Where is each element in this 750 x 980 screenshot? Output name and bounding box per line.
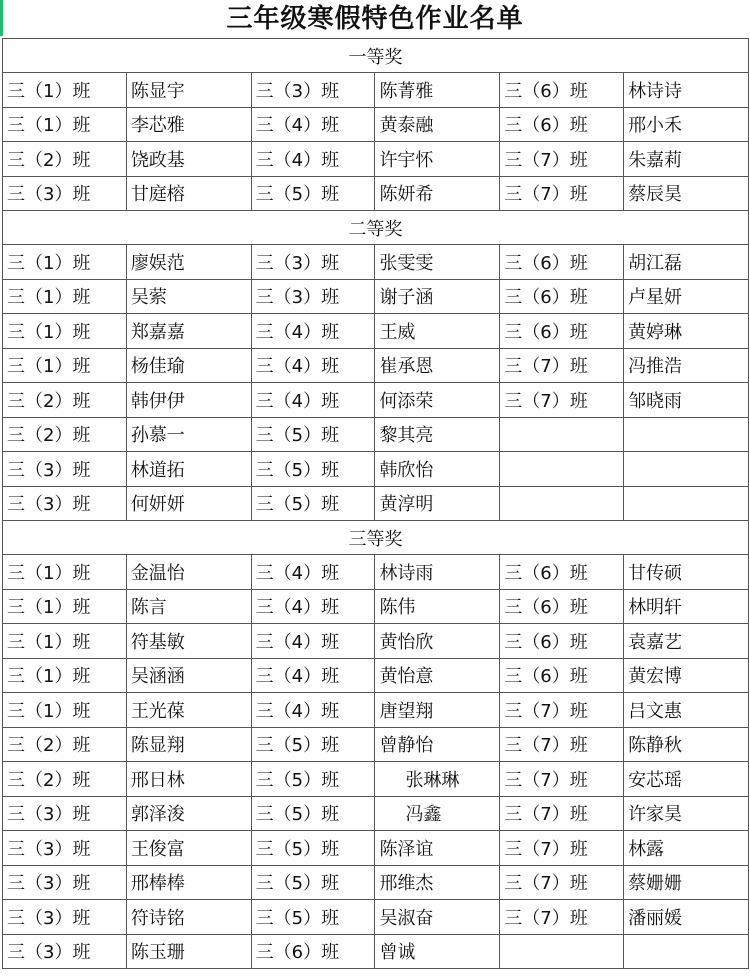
- class-cell: 三（5）班: [251, 452, 375, 487]
- table-row: [3, 107, 749, 142]
- student-name-cell: 饶政基: [126, 142, 251, 177]
- class-cell: 三（5）班: [251, 486, 375, 521]
- table-row: [3, 142, 749, 177]
- student-name-cell: 陈伟: [375, 589, 500, 624]
- student-name-cell: 邢小禾: [624, 107, 749, 142]
- student-name-cell: 蔡姗姗: [624, 865, 749, 900]
- student-name-cell: 吕文惠: [624, 693, 749, 728]
- table-row: [3, 727, 749, 762]
- class-cell: 三（6）班: [500, 107, 624, 142]
- student-name-cell: 郭泽浚: [126, 796, 251, 831]
- student-name-cell: 曾诚: [375, 934, 500, 969]
- class-cell: 三（4）班: [251, 658, 375, 693]
- student-name-cell: [624, 934, 749, 969]
- class-cell: 三（2）班: [3, 417, 127, 452]
- table-row: [3, 417, 749, 452]
- award-table: [2, 38, 749, 969]
- class-cell: [500, 417, 624, 452]
- student-name-cell: 张琳琳: [375, 762, 500, 797]
- student-name-cell: 安芯瑶: [624, 762, 749, 797]
- student-name-cell: 黄淳明: [375, 486, 500, 521]
- student-name-cell: 陈泽谊: [375, 831, 500, 866]
- student-name-cell: 黄宏博: [624, 658, 749, 693]
- class-cell: 三（7）班: [500, 693, 624, 728]
- class-cell: 三（3）班: [251, 245, 375, 280]
- section-header-row: [3, 521, 749, 555]
- student-name-cell: [624, 452, 749, 487]
- class-cell: 三（4）班: [251, 693, 375, 728]
- class-cell: 三（1）班: [3, 73, 127, 108]
- student-name-cell: 黎其亮: [375, 417, 500, 452]
- class-cell: 三（5）班: [251, 831, 375, 866]
- page-title: 三年级寒假特色作业名单: [226, 4, 524, 34]
- student-name-cell: 朱嘉莉: [624, 142, 749, 177]
- class-cell: 三（1）班: [3, 555, 127, 590]
- class-cell: 三（2）班: [3, 142, 127, 177]
- table-row: [3, 555, 749, 590]
- class-cell: 三（1）班: [3, 314, 127, 349]
- class-cell: 三（7）班: [500, 383, 624, 418]
- student-name-cell: 袁嘉艺: [624, 624, 749, 659]
- class-cell: 三（2）班: [3, 383, 127, 418]
- student-name-cell: 杨佳瑜: [126, 348, 251, 383]
- student-name-cell: 孙慕一: [126, 417, 251, 452]
- class-cell: 三（1）班: [3, 245, 127, 280]
- student-name-cell: 潘丽媛: [624, 900, 749, 935]
- student-name-cell: 邢维杰: [375, 865, 500, 900]
- class-cell: 三（7）班: [500, 831, 624, 866]
- accent-bar: [0, 0, 3, 36]
- table-row: [3, 279, 749, 314]
- class-cell: 三（4）班: [251, 383, 375, 418]
- section-label: 三等奖: [3, 521, 749, 555]
- student-name-cell: 王俊富: [126, 831, 251, 866]
- class-cell: 三（3）班: [3, 934, 127, 969]
- student-name-cell: 蔡辰昊: [624, 176, 749, 211]
- class-cell: 三（3）班: [3, 486, 127, 521]
- student-name-cell: 谢子涵: [375, 279, 500, 314]
- student-name-cell: 陈静秋: [624, 727, 749, 762]
- class-cell: 三（5）班: [251, 727, 375, 762]
- student-name-cell: 林道拓: [126, 452, 251, 487]
- class-cell: 三（1）班: [3, 658, 127, 693]
- student-name-cell: 韩伊伊: [126, 383, 251, 418]
- student-name-cell: 甘传硕: [624, 555, 749, 590]
- table-row: [3, 348, 749, 383]
- student-name-cell: 林诗诗: [624, 73, 749, 108]
- student-name-cell: 许家昊: [624, 796, 749, 831]
- class-cell: 三（1）班: [3, 693, 127, 728]
- student-name-cell: 陈玉珊: [126, 934, 251, 969]
- class-cell: 三（1）班: [3, 107, 127, 142]
- student-name-cell: 邢棒棒: [126, 865, 251, 900]
- class-cell: 三（1）班: [3, 624, 127, 659]
- table-row: [3, 762, 749, 797]
- student-name-cell: 陈菁雅: [375, 73, 500, 108]
- student-name-cell: 黄怡意: [375, 658, 500, 693]
- student-name-cell: 符诗铭: [126, 900, 251, 935]
- class-cell: 三（3）班: [3, 831, 127, 866]
- table-row: [3, 314, 749, 349]
- section-label: 一等奖: [3, 39, 749, 73]
- class-cell: 三（7）班: [500, 727, 624, 762]
- class-cell: 三（4）班: [251, 624, 375, 659]
- student-name-cell: 黄泰融: [375, 107, 500, 142]
- table-row: [3, 831, 749, 866]
- class-cell: 三（5）班: [251, 796, 375, 831]
- student-name-cell: 何添荣: [375, 383, 500, 418]
- student-name-cell: [624, 417, 749, 452]
- class-cell: 三（5）班: [251, 900, 375, 935]
- class-cell: 三（5）班: [251, 176, 375, 211]
- table-row: [3, 865, 749, 900]
- class-cell: [500, 452, 624, 487]
- class-cell: 三（7）班: [500, 762, 624, 797]
- class-cell: 三（6）班: [500, 624, 624, 659]
- class-cell: 三（6）班: [500, 73, 624, 108]
- class-cell: [500, 486, 624, 521]
- class-cell: 三（3）班: [3, 865, 127, 900]
- student-name-cell: 邹晓雨: [624, 383, 749, 418]
- student-name-cell: 李芯雅: [126, 107, 251, 142]
- student-name-cell: [624, 486, 749, 521]
- student-name-cell: 林诗雨: [375, 555, 500, 590]
- class-cell: 三（7）班: [500, 142, 624, 177]
- class-cell: 三（6）班: [251, 934, 375, 969]
- table-row: [3, 245, 749, 280]
- table-row: [3, 589, 749, 624]
- student-name-cell: 唐望翔: [375, 693, 500, 728]
- student-name-cell: 陈显宇: [126, 73, 251, 108]
- student-name-cell: 陈妍希: [375, 176, 500, 211]
- student-name-cell: 林露: [624, 831, 749, 866]
- student-name-cell: 黄婷琳: [624, 314, 749, 349]
- class-cell: 三（3）班: [251, 73, 375, 108]
- class-cell: 三（3）班: [3, 900, 127, 935]
- student-name-cell: 吴涵涵: [126, 658, 251, 693]
- table-row: [3, 934, 749, 969]
- class-cell: 三（3）班: [3, 452, 127, 487]
- student-name-cell: 陈显翔: [126, 727, 251, 762]
- class-cell: 三（3）班: [3, 176, 127, 211]
- table-row: [3, 452, 749, 487]
- class-cell: 三（5）班: [251, 762, 375, 797]
- student-name-cell: 甘庭榕: [126, 176, 251, 211]
- class-cell: 三（6）班: [500, 658, 624, 693]
- student-name-cell: 王光葆: [126, 693, 251, 728]
- class-cell: 三（4）班: [251, 348, 375, 383]
- class-cell: 三（4）班: [251, 142, 375, 177]
- student-name-cell: 廖娱范: [126, 245, 251, 280]
- table-row: [3, 73, 749, 108]
- class-cell: 三（7）班: [500, 865, 624, 900]
- student-name-cell: 邢日林: [126, 762, 251, 797]
- table-row: [3, 796, 749, 831]
- class-cell: 三（7）班: [500, 348, 624, 383]
- student-name-cell: 曾静怡: [375, 727, 500, 762]
- student-name-cell: 冯推浩: [624, 348, 749, 383]
- section-label: 二等奖: [3, 211, 749, 245]
- student-name-cell: 张雯雯: [375, 245, 500, 280]
- class-cell: 三（3）班: [251, 279, 375, 314]
- class-cell: 三（5）班: [251, 865, 375, 900]
- table-row: [3, 176, 749, 211]
- class-cell: 三（4）班: [251, 589, 375, 624]
- class-cell: 三（6）班: [500, 279, 624, 314]
- class-cell: 三（7）班: [500, 176, 624, 211]
- student-name-cell: 韩欣怡: [375, 452, 500, 487]
- class-cell: 三（6）班: [500, 245, 624, 280]
- class-cell: 三（4）班: [251, 555, 375, 590]
- student-name-cell: 崔承恩: [375, 348, 500, 383]
- student-name-cell: 符基敏: [126, 624, 251, 659]
- class-cell: 三（6）班: [500, 314, 624, 349]
- class-cell: 三（7）班: [500, 796, 624, 831]
- table-row: [3, 486, 749, 521]
- student-name-cell: 金温怡: [126, 555, 251, 590]
- student-name-cell: 吴淑奋: [375, 900, 500, 935]
- table-row: [3, 900, 749, 935]
- class-cell: 三（1）班: [3, 589, 127, 624]
- student-name-cell: 黄怡欣: [375, 624, 500, 659]
- table-row: [3, 693, 749, 728]
- class-cell: 三（2）班: [3, 727, 127, 762]
- class-cell: 三（3）班: [3, 796, 127, 831]
- class-cell: 三（6）班: [500, 555, 624, 590]
- student-name-cell: 胡江磊: [624, 245, 749, 280]
- student-name-cell: 卢星妍: [624, 279, 749, 314]
- class-cell: 三（5）班: [251, 417, 375, 452]
- table-row: [3, 624, 749, 659]
- class-cell: 三（1）班: [3, 348, 127, 383]
- student-name-cell: 吴萦: [126, 279, 251, 314]
- student-name-cell: 冯鑫: [375, 796, 500, 831]
- student-name-cell: 王威: [375, 314, 500, 349]
- table-row: [3, 658, 749, 693]
- class-cell: 三（1）班: [3, 279, 127, 314]
- student-name-cell: 郑嘉嘉: [126, 314, 251, 349]
- student-name-cell: 许宇怀: [375, 142, 500, 177]
- class-cell: 三（2）班: [3, 762, 127, 797]
- student-name-cell: 陈言: [126, 589, 251, 624]
- class-cell: 三（6）班: [500, 589, 624, 624]
- class-cell: 三（4）班: [251, 107, 375, 142]
- class-cell: 三（7）班: [500, 900, 624, 935]
- class-cell: [500, 934, 624, 969]
- section-header-row: [3, 211, 749, 245]
- student-name-cell: 何妍妍: [126, 486, 251, 521]
- class-cell: 三（4）班: [251, 314, 375, 349]
- student-name-cell: 林明轩: [624, 589, 749, 624]
- table-row: [3, 383, 749, 418]
- section-header-row: [3, 39, 749, 73]
